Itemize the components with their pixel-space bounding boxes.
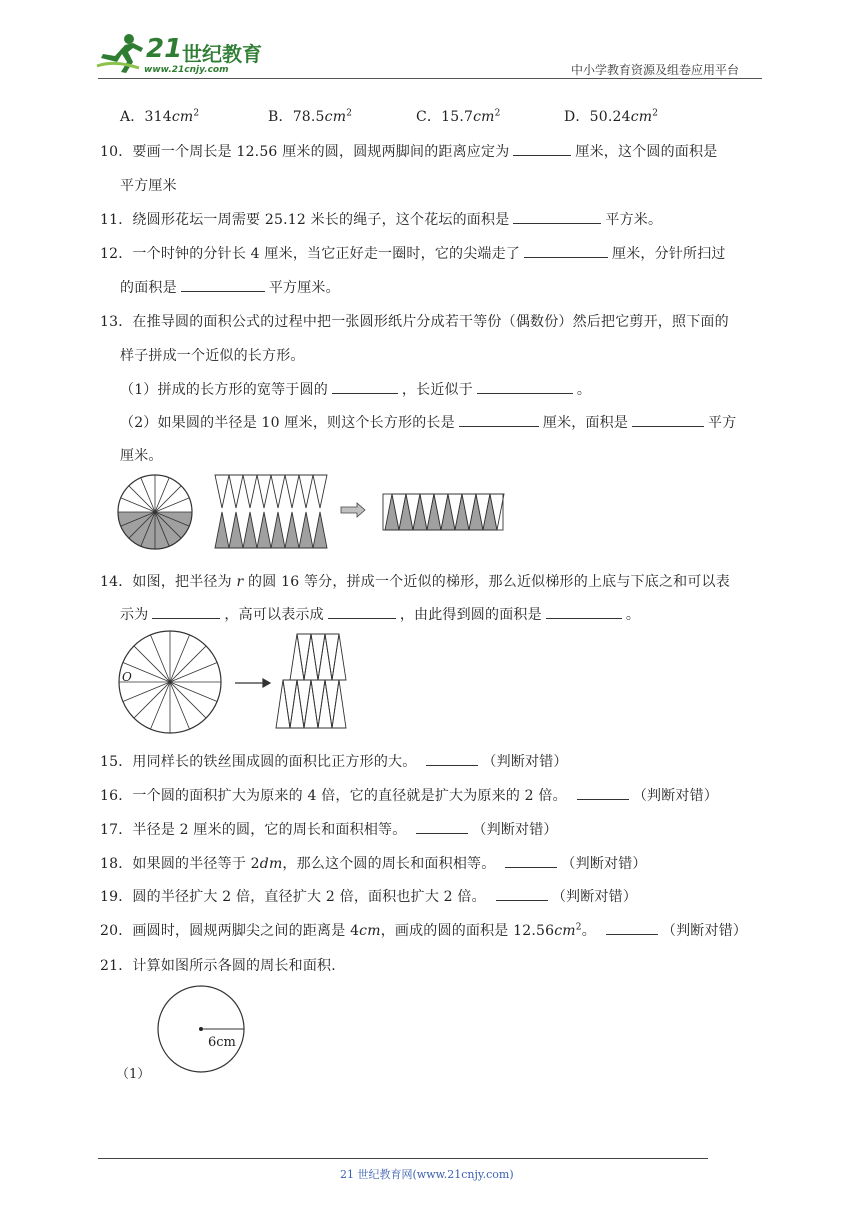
q14-trapezoid — [276, 634, 346, 728]
q10-line2: 平方厘米 — [120, 178, 177, 194]
cut-piece-bottom — [229, 512, 243, 548]
q13-blank-2[interactable] — [477, 379, 573, 394]
q14-blank-3[interactable] — [546, 604, 622, 619]
trap-piece — [276, 680, 290, 728]
q15-blank[interactable] — [426, 751, 478, 766]
q10-line1: 10．要画一个周长是 12.56 厘米的圆，圆规两脚间的距离应定为 厘米，这个圆的面积是 — [100, 141, 717, 161]
q21-line: 21．计算如图所示各圆的周长和面积. — [100, 958, 336, 974]
cut-piece-top — [257, 475, 271, 508]
q14-line1: 14．如图，把半径为 r 的圆 16 等分，拼成一个近似的梯形，那么近似梯形的上底与下底之和可以表 — [100, 574, 730, 590]
q17-blank[interactable] — [416, 819, 468, 834]
q12-blank-2[interactable] — [181, 277, 265, 292]
q19-line: 19．圆的半径扩大 2 倍，直径扩大 2 倍，面积也扩大 2 倍。 （判断对错） — [100, 886, 637, 906]
q13-sub1: （1）拼成的长方形的宽等于圆的 ，长近似于 。 — [120, 379, 591, 399]
cut-piece-top — [313, 475, 327, 508]
trap-piece — [297, 634, 311, 680]
header-divider — [98, 78, 762, 79]
q12-line2: 的面积是 平方厘米。 — [120, 277, 340, 297]
q20-blank[interactable] — [606, 920, 658, 935]
q11-line: 11．绕圆形花坛一周需要 25.12 米长的绳子，这个花坛的面积是 平方米。 — [100, 209, 662, 229]
header-platform-text: 中小学教育资源及组卷应用平台 — [571, 63, 740, 77]
cut-piece-top — [299, 475, 313, 508]
q14-blank-2[interactable] — [328, 604, 396, 619]
q13-cut-pieces — [215, 475, 327, 548]
q13-sub2-cont: 厘米。 — [120, 448, 163, 464]
q13-sub2: （2）如果圆的半径是 10 厘米，则这个长方形的长是 厘米，面积是 平方 — [120, 412, 736, 432]
logo-url: www.21cnjy.com — [144, 65, 229, 75]
trap-piece — [332, 680, 346, 728]
trap-piece — [318, 680, 332, 728]
q14-line2: 示为 ，高可以表示成 ，由此得到圆的面积是 。 — [120, 604, 640, 624]
q18-line: 18．如果圆的半径等于 2dm，那么这个圆的周长和面积相等。 （判断对错） — [100, 853, 647, 873]
q16-blank[interactable] — [577, 785, 629, 800]
q14-center-label: O — [122, 670, 132, 684]
trap-piece — [304, 634, 318, 680]
q12-line1: 12．一个时钟的分针长 4 厘米，当它正好走一圈时，它的尖端走了 厘米，分针所扫过 — [100, 243, 726, 263]
option-c: C．$15.7cm^2$ — [416, 108, 501, 125]
q13-blank-4[interactable] — [632, 412, 704, 427]
cut-piece-bottom — [299, 512, 313, 548]
q13-line2: 样子拼成一个近似的长方形。 — [120, 348, 305, 364]
trap-piece — [297, 680, 311, 728]
trap-piece — [325, 634, 339, 680]
cut-piece-bottom — [243, 512, 257, 548]
trap-piece — [304, 680, 318, 728]
cut-piece-bottom — [313, 512, 327, 548]
logo-runner-icon — [95, 32, 145, 74]
logo-cn: 世纪教育 — [182, 42, 262, 66]
q10-blank-1[interactable] — [513, 141, 571, 156]
q14-figure — [115, 628, 395, 738]
trap-piece — [283, 680, 297, 728]
footer-divider — [98, 1158, 708, 1159]
q20-line: 20．画圆时，圆规两脚尖之间的距离是 4cm，画成的圆的面积是 $12.56cm^2$。 （判断对错） — [100, 920, 747, 940]
trap-piece — [325, 680, 339, 728]
cut-piece-bottom — [285, 512, 299, 548]
q19-blank[interactable] — [496, 886, 548, 901]
cut-piece-top — [285, 475, 299, 508]
cut-piece-top — [243, 475, 257, 508]
q14-arrow-icon — [235, 679, 270, 687]
logo-number: 21 — [146, 34, 183, 64]
cut-piece-top — [271, 475, 285, 508]
footer-link[interactable]: 21 世纪教育网(www.21cnjy.com) — [340, 1168, 514, 1181]
trap-piece — [311, 634, 325, 680]
header — [90, 30, 770, 80]
q21-circle-figure — [155, 984, 250, 1074]
q13-arrow-icon — [341, 503, 365, 517]
cut-piece-bottom — [257, 512, 271, 548]
option-a: A．$314cm^2$ — [120, 108, 200, 125]
q15-line: 15．用同样长的铁丝围成圆的面积比正方形的大。 （判断对错） — [100, 751, 568, 771]
cut-piece-top — [215, 475, 229, 508]
option-d: D．$50.24cm^2$ — [564, 108, 659, 125]
trap-piece — [290, 680, 304, 728]
q13-sector-circle — [118, 475, 192, 549]
trap-piece — [318, 634, 332, 680]
q13-blank-1[interactable] — [332, 379, 398, 394]
option-b: B．$78.5cm^2$ — [268, 108, 353, 125]
q21-radius-label: 6cm — [208, 1035, 236, 1050]
q16-line: 16．一个圆的面积扩大为原来的 4 倍，它的直径就是扩大为原来的 2 倍。 （判断对错） — [100, 785, 718, 805]
q13-rectangle — [383, 494, 504, 530]
trap-piece — [290, 634, 304, 680]
q13-blank-3[interactable] — [459, 412, 539, 427]
q17-line: 17．半径是 2 厘米的圆，它的周长和面积相等。 （判断对错） — [100, 819, 558, 839]
cut-piece-bottom — [271, 512, 285, 548]
cut-piece-top — [229, 475, 243, 508]
q12-blank-1[interactable] — [524, 243, 608, 258]
q13-figure — [115, 470, 505, 560]
q18-blank[interactable] — [505, 853, 557, 868]
trap-piece — [311, 680, 325, 728]
q14-blank-1[interactable] — [152, 604, 220, 619]
cut-piece-bottom — [215, 512, 229, 548]
q14-circle — [119, 631, 221, 733]
q21-sub-label: （1） — [116, 1067, 151, 1082]
q13-line1: 13．在推导圆的面积公式的过程中把一张圆形纸片分成若干等份（偶数份）然后把它剪开，照下面的 — [100, 314, 729, 330]
trap-piece — [332, 634, 346, 680]
q11-blank[interactable] — [513, 209, 601, 224]
